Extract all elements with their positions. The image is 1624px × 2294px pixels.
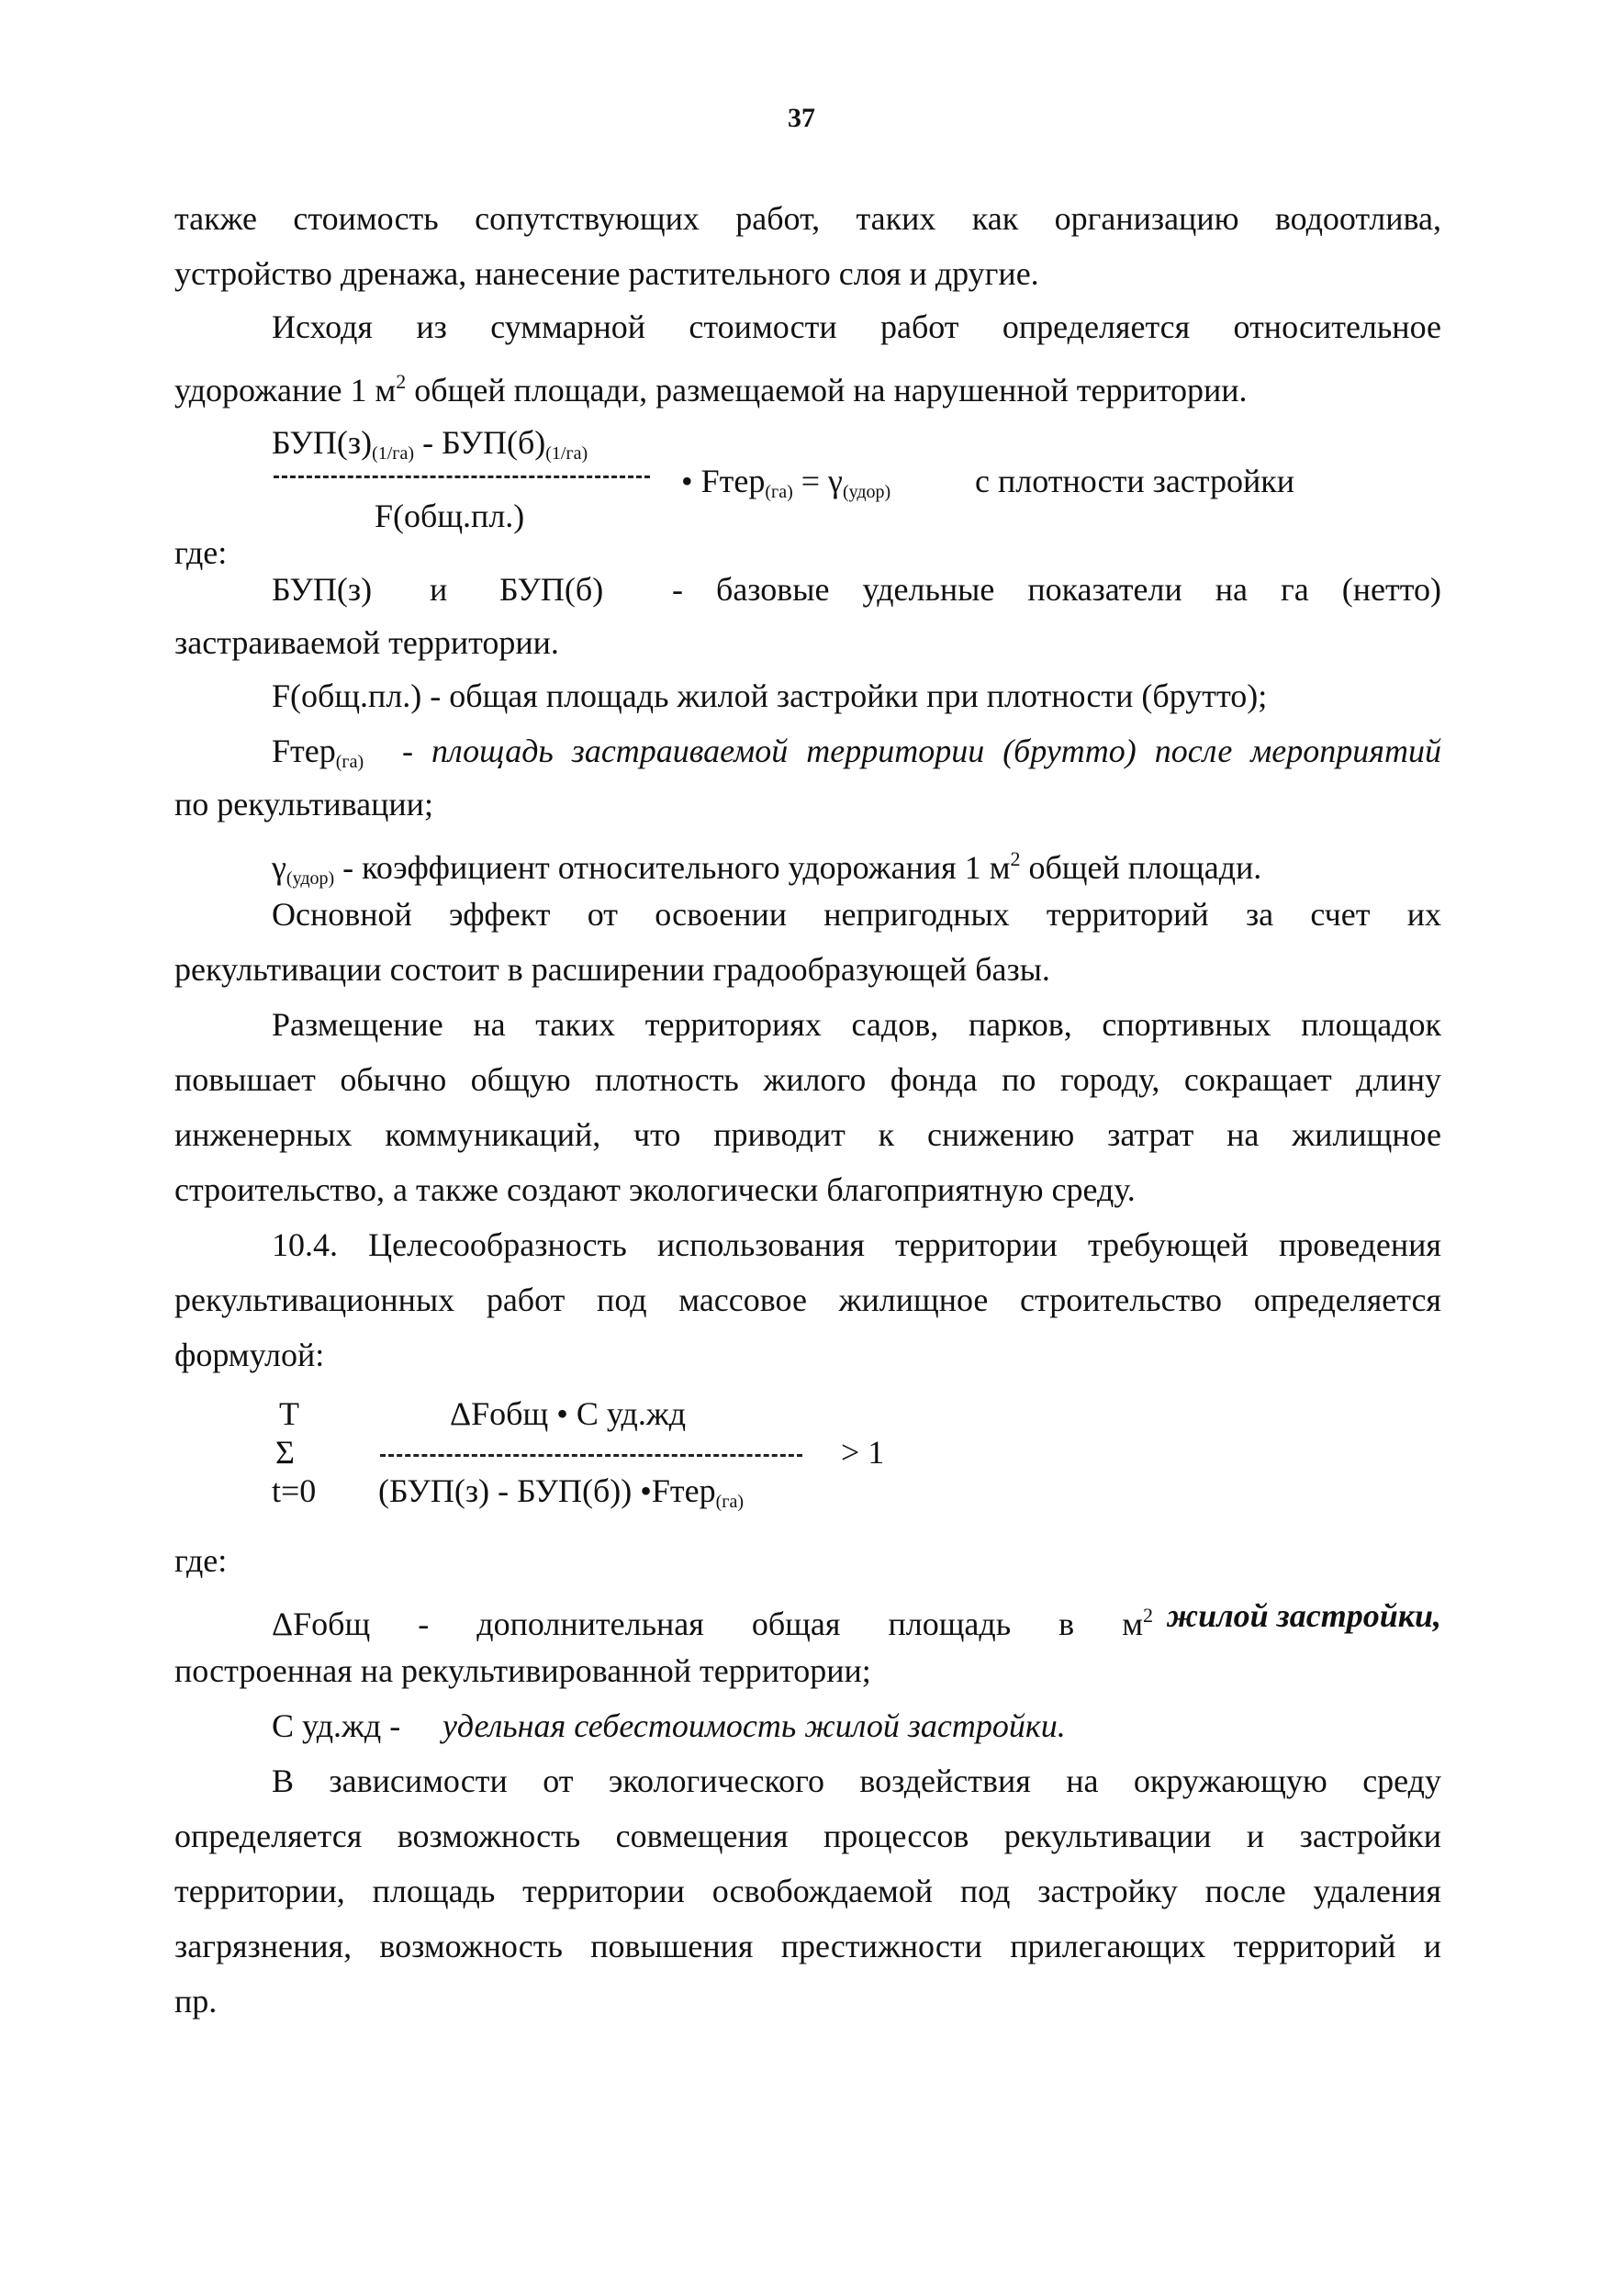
fraction-line bbox=[380, 1454, 802, 1457]
definition-text: построенная на рекультивированной территории; bbox=[174, 1652, 871, 1689]
definition-text: жилой застройки, bbox=[1166, 1597, 1441, 1634]
definition-and: и bbox=[430, 571, 448, 608]
paragraph-line: устройство дренажа, нанесение растительного слоя и другие. bbox=[174, 255, 1039, 292]
fraction-line bbox=[274, 476, 650, 478]
definition-text: F(общ.пл.) - общая площадь жилой застройки при плотности (брутто); bbox=[272, 677, 1268, 714]
formula-note: с плотности застройки bbox=[975, 463, 1294, 499]
sum-upper-limit: T bbox=[279, 1395, 299, 1432]
sum-lower-limit: t=0 bbox=[272, 1472, 317, 1509]
paragraph-line: загрязнения, возможность повышения престижности прилегающих территорий и bbox=[174, 1928, 1441, 1964]
paragraph-line: В зависимости от экологического воздействия на окружающую среду bbox=[272, 1762, 1441, 1799]
definition-text: ΔFобщ - дополнительная общая площадь в $м^2$ bbox=[272, 1604, 1153, 1642]
paragraph-line: определяется возможность совмещения процессов рекультивации и застройки bbox=[174, 1818, 1441, 1854]
where-label: где: bbox=[174, 534, 228, 571]
formula-rhs: • Fтер$_{(га)}$ = $\gamma_{(удор)}$ bbox=[681, 463, 891, 502]
paragraph-line: повышает обычно общую плотность жилого фонда по городу, сокращает длину bbox=[174, 1061, 1441, 1098]
definition-text: - площадь застраиваемой территории (брутто) после мероприятий bbox=[402, 733, 1441, 769]
paragraph-line: 10.4. Целесообразность использования территории требующей проведения bbox=[272, 1226, 1441, 1263]
formula-denominator: F(общ.пл.) bbox=[375, 498, 525, 534]
paragraph-line: инженерных коммуникаций, что приводит к снижению затрат на жилищное bbox=[174, 1116, 1441, 1153]
formula-inequality: > 1 bbox=[841, 1434, 885, 1471]
definition-text: $\gamma_{(удор)}$ - коэффициент относительного удорожания 1 $м^2$ общей площади. bbox=[272, 847, 1262, 889]
paragraph-line: строительство, а также создают экологически благоприятную среду. bbox=[174, 1171, 1136, 1208]
formula-numerator: ΔFобщ • С уд.жд bbox=[450, 1395, 687, 1432]
definition-symbol: БУП(б) bbox=[499, 571, 604, 608]
where-label: где: bbox=[174, 1542, 228, 1579]
paragraph-line: рекультивации состоит в расширении градообразующей базы. bbox=[174, 951, 1050, 988]
paragraph-line: пр. bbox=[174, 1983, 218, 2020]
paragraph-line: Исходя из суммарной стоимости работ определяется относительное bbox=[272, 308, 1441, 345]
paragraph-line: Размещение на таких территориях садов, парков, спортивных площадок bbox=[272, 1006, 1441, 1043]
formula-numerator: $БУП(з)_{(1/га)} - БУП(б)_{(1/га)}$ bbox=[272, 424, 588, 464]
definition-text: - базовые удельные показатели на га (нетто) bbox=[672, 571, 1441, 608]
definition-text: по рекультивации; bbox=[174, 786, 433, 822]
paragraph-line: формулой: bbox=[174, 1337, 325, 1373]
paragraph-line: удорожание 1 $м^2$ общей площади, размещаемой на нарушенной территории. bbox=[174, 370, 1248, 408]
paragraph-line: Основной эффект от освоении непригодных территорий за счет их bbox=[272, 896, 1441, 933]
sum-sign: Σ bbox=[275, 1434, 295, 1471]
page-number: 37 bbox=[788, 103, 815, 133]
definition-symbol: БУП(з) bbox=[272, 571, 373, 608]
formula-denominator: (БУП(з) - БУП(б)) •Fтер$_{(га)}$ bbox=[378, 1472, 744, 1512]
paragraph-line: территории, площадь территории освобождаемой под застройку после удаления bbox=[174, 1873, 1441, 1909]
definition-symbol: Fтер$_{(га)}$ bbox=[272, 733, 364, 772]
definition-symbol: С уд.жд - bbox=[272, 1707, 401, 1744]
definition-text: удельная себестоимость жилой застройки. bbox=[442, 1707, 1066, 1744]
paragraph-line: также стоимость сопутствующих работ, таких как организацию водоотлива, bbox=[174, 200, 1441, 237]
definition-text: застраиваемой территории. bbox=[174, 624, 559, 661]
paragraph-line: рекультивационных работ под массовое жилищное строительство определяется bbox=[174, 1281, 1441, 1318]
